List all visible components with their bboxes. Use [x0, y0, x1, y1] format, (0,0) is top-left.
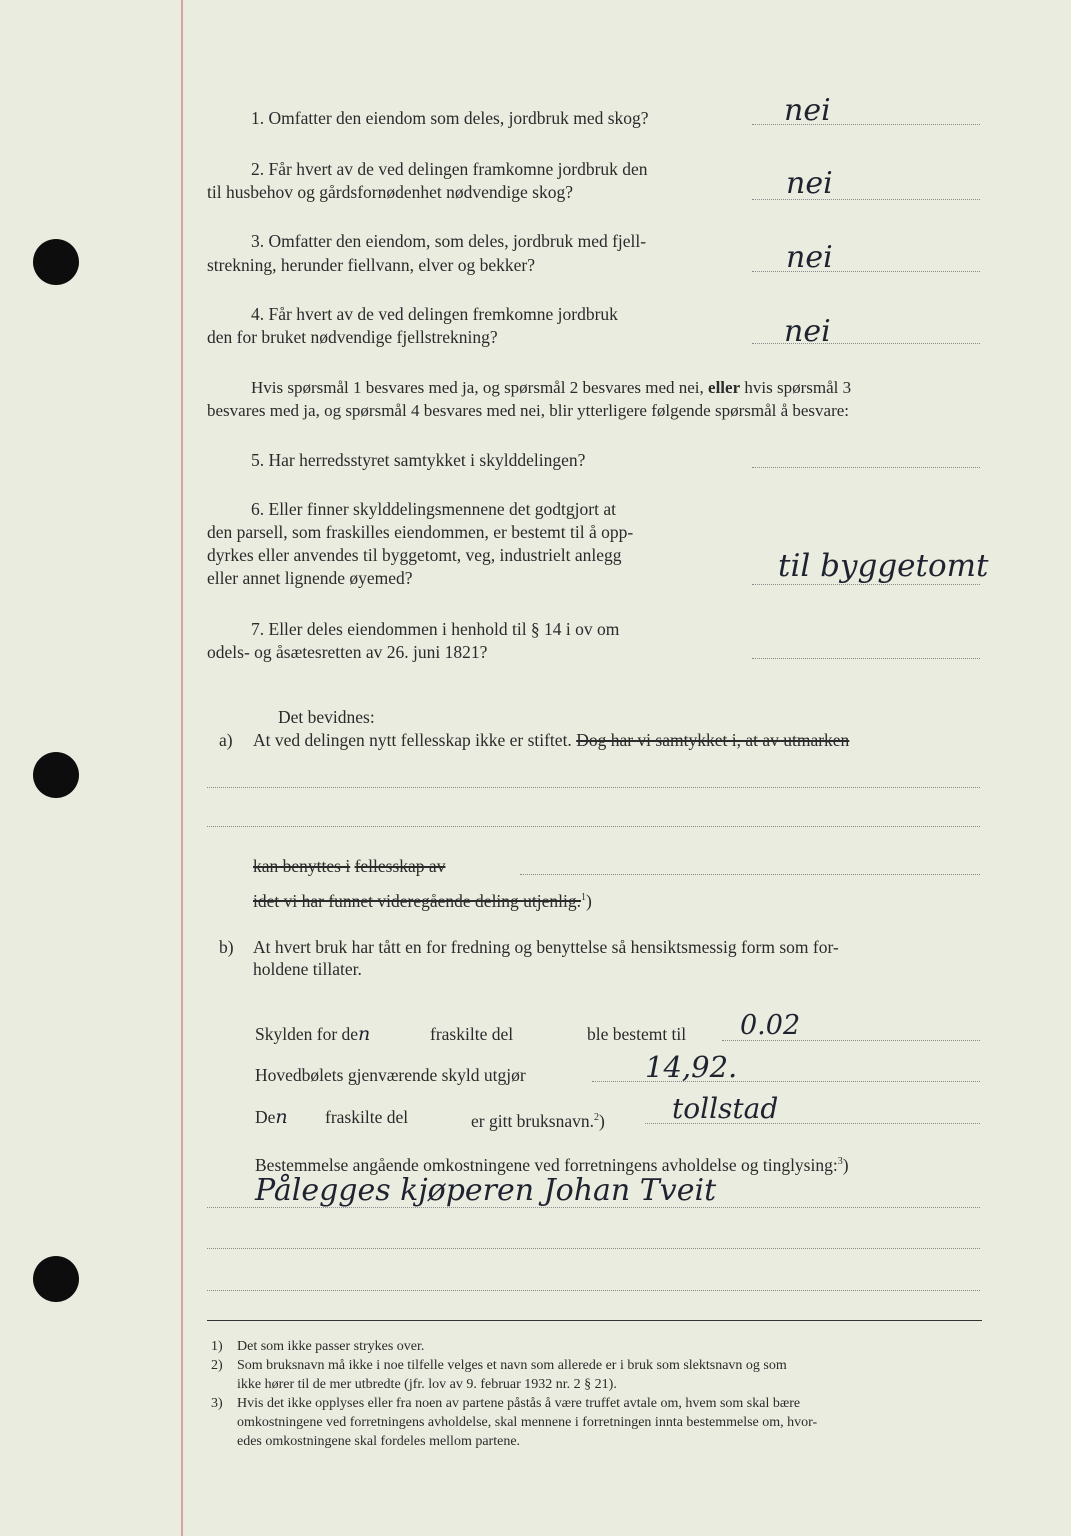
bestemmelse-handwritten: Pålegges kjøperen Johan Tveit [255, 1173, 717, 1208]
question-3-line-2: strekning, herunder fiellvann, elver og bekker? [207, 255, 535, 275]
answer-1: nei [784, 93, 831, 128]
footnote-2-mark: 2) [211, 1358, 223, 1373]
idet-struck: idet vi har funnet videregående deling utjenlig. [253, 890, 582, 911]
attest-b-label: b) [219, 937, 234, 957]
condition-eller: eller [708, 378, 741, 397]
footnote-rule [207, 1320, 982, 1321]
footnote-3-line-3: edes omkostningene skal fordeles mellom partene. [237, 1434, 521, 1449]
skyld-n-hand: n [358, 1023, 371, 1045]
blank-line-6 [207, 1290, 980, 1291]
blank-line-3 [520, 874, 980, 875]
skyld-line-1 [255, 1023, 370, 1046]
question-6-line-3: dyrkes eller anvendes til byggetomt, veg, industrielt anlegg [207, 545, 622, 565]
skyld-value: 0.02 [740, 1010, 801, 1041]
footnote-3-line-1: Hvis det ikke opplyses eller fra noen av partene påstås å være truffet avtale om, hvem som skal bære [237, 1396, 801, 1411]
bruksnavn-line [255, 1106, 288, 1129]
question-4-line-2: den for bruket nødvendige fjellstrekning? [207, 327, 498, 347]
question-1: 1. Omfatter den eiendom som deles, jordbruk med skog? [251, 108, 649, 128]
question-6-line-1: 6. Eller finner skylddelingsmennene det godtgjort at [251, 499, 616, 519]
punch-hole-middle [33, 752, 79, 798]
condition-text-a: Hvis spørsmål 1 besvares med ja, og spørsmål 2 besvares med nei, [251, 378, 704, 397]
idet-line: idet vi har funnet videregående deling utjenlig.$^1$) [253, 890, 592, 911]
blank-line-5 [207, 1248, 980, 1249]
skyld-fraskilte-1: fraskilte del [430, 1024, 514, 1044]
answer-line-6 [752, 584, 980, 585]
condition-line-1 [251, 376, 851, 399]
footnote-ref-2: 2 [593, 1112, 599, 1123]
attest-a-label: a) [219, 730, 233, 750]
bruksnavn-label: er gitt bruksnavn.$^2$) [471, 1110, 605, 1131]
bestemmelse-text: Bestemmelse angående omkostningene ved forretningens avholdelse og tinglysing: [255, 1154, 838, 1175]
fellesskap-struck: fellesskap av [354, 856, 446, 876]
question-4-line-1: 4. Får hvert av de ved delingen fremkomne jordbruk [251, 304, 618, 324]
margin-line [181, 0, 183, 1536]
footnote-2-line-2: ikke hører til de mer utbredte (jfr. lov av 9. februar 1932 nr. 2 § 21). [237, 1377, 617, 1392]
question-6-line-2: den parsell, som fraskilles eiendommen, er bestemt til å opp- [207, 522, 634, 542]
punch-hole-bottom [33, 1256, 79, 1302]
condition-line-2: besvares med ja, og spørsmål 4 besvares med nei, blir ytterligere følgende spørsmål å besvare: [207, 401, 850, 420]
answer-line-7 [752, 658, 980, 659]
attest-a-struck: Dog har vi samtykket i, at av utmarken [576, 730, 850, 750]
bruksnavn-de: De [255, 1107, 276, 1127]
bruksnavn-value: tollstad [672, 1092, 779, 1125]
skyld-bestemt: ble bestemt til [587, 1024, 687, 1044]
question-7-line-1: 7. Eller deles eiendommen i henhold til § 14 i ov om [251, 619, 620, 639]
blank-line-1 [207, 787, 980, 788]
punch-hole-top [33, 239, 79, 285]
question-6-line-4: eller annet lignende øyemed? [207, 568, 413, 588]
bruksnavn-gitt: er gitt bruksnavn. [471, 1110, 594, 1131]
kan-benyttes-line [253, 855, 445, 878]
attest-b-line-2: holdene tillater. [253, 959, 362, 979]
question-5: 5. Har herredsstyret samtykket i skylddelingen? [251, 450, 586, 470]
answer-line-5 [752, 467, 980, 468]
footnote-ref-3: 3 [837, 1156, 843, 1167]
skyld-for-den: Skylden for de [255, 1024, 359, 1044]
attest-a-line [253, 729, 849, 752]
attest-b-line-1: At hvert bruk har tått en for fredning og benyttelse så hensiktsmessig form som for- [253, 937, 839, 957]
bestemmelse-line: Bestemmelse angående omkostningene ved forretningens avholdelse og tinglysing:$^3$) [255, 1154, 849, 1175]
answer-2: nei [786, 166, 833, 201]
answer-6: til byggetomt [778, 548, 989, 584]
attest-a-text: At ved delingen nytt fellesskap ikke er stiftet. [253, 730, 572, 750]
condition-text-b: hvis spørsmål 3 [744, 378, 852, 397]
footnote-1: Det som ikke passer strykes over. [237, 1339, 425, 1354]
question-2-line-2: til husbehov og gårdsfornødenhet nødvendige skog? [207, 182, 573, 202]
attest-heading: Det bevidnes: [278, 707, 375, 727]
kan-benyttes-text: kan benyttes i [253, 856, 351, 876]
answer-4: nei [784, 314, 831, 349]
blank-line-2 [207, 826, 980, 827]
footnote-3-line-2: omkostningene ved forretningens avholdelse, skal mennene i forretningen innta bestemmelse om, hvor- [237, 1415, 818, 1430]
footnote-1-mark: 1) [211, 1339, 223, 1354]
question-3-line-1: 3. Omfatter den eiendom, som deles, jordbruk med fjell- [251, 231, 647, 251]
question-2-line-1: 2. Får hvert av de ved delingen framkomne jordbruk den [251, 159, 648, 179]
bruksnavn-fraskilte: fraskilte del [325, 1107, 409, 1127]
footnote-2-line-1: Som bruksnavn må ikke i noe tilfelle velges et navn som allerede er i bruk som slektsnavn og som [237, 1358, 787, 1373]
bruksnavn-n-hand: n [275, 1106, 288, 1128]
answer-3: nei [786, 240, 833, 275]
hovedbol-line: Hovedbølets gjenværende skyld utgjør [255, 1065, 526, 1085]
footnote-3-mark: 3) [211, 1396, 223, 1411]
question-7-line-2: odels- og åsætesretten av 26. juni 1821? [207, 642, 488, 662]
footnote-ref-1: 1 [581, 892, 587, 903]
hovedbol-value: 14,92. [645, 1050, 738, 1084]
blank-line-4 [207, 1207, 980, 1208]
